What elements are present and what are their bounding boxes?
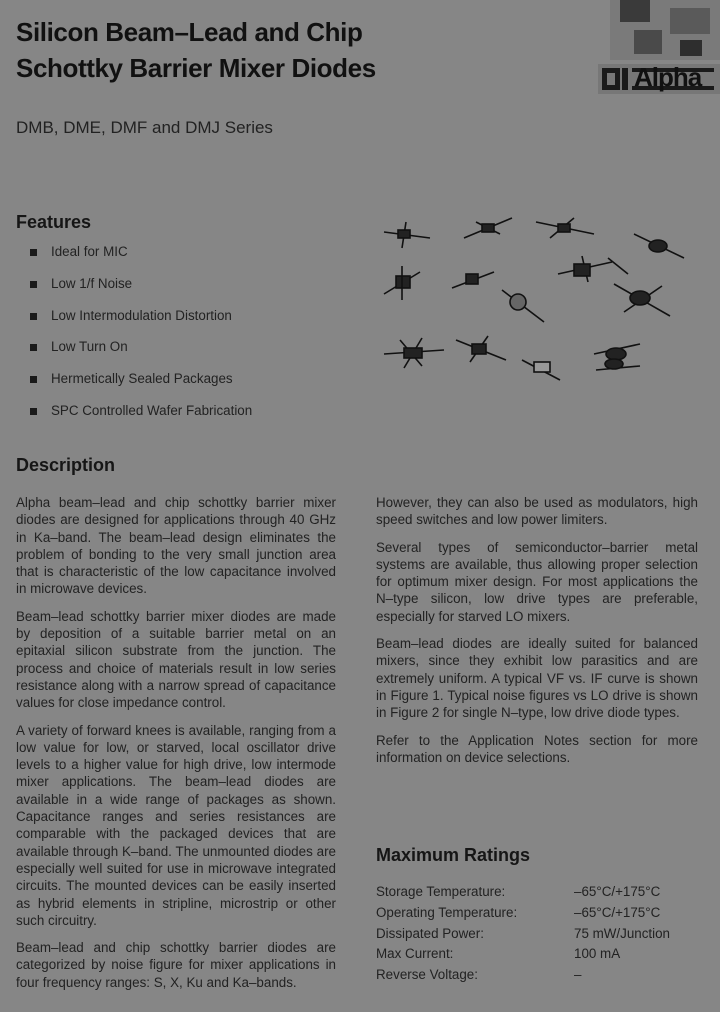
bullet-icon: [30, 313, 37, 320]
diode-packages-illustration: [378, 208, 700, 398]
ratings-row: Operating Temperature: –65°C/+175°C: [376, 904, 661, 920]
paragraph: A variety of forward knees is available, ranging from a low value for low, or starved, local oscillator drive levels to a higher value for high drive, low intermode mixer applications. The beam–lead diodes are available in a wide range of packages as shown. Capacitance ranges and series resistances are comparable with the packaged devices that are available through K–band. The unmounted diodes are especially well suited for use in microwave integrated circuits. The mounted devices can be easily inserted as hybrid elements in stripline, microstrip or other such circuitry.: [16, 722, 336, 928]
bullet-icon: [30, 249, 37, 256]
features-heading: Features: [16, 212, 92, 232]
ratings-row: Max Current: 100 mA: [376, 946, 621, 962]
title-line-1: Silicon Beam–Lead and Chip: [16, 17, 363, 47]
feature-item: Ideal for MIC: [30, 244, 252, 276]
paragraph: Beam–lead diodes are ideally suited for balanced mixers, since they exhibit low parasitics and are extremely uniform. A typical VF vs. IF curve is shown in Figure 1. Typical noise figures vs LO drive is shown in Figure 2 for single N–type, low drive diode types.: [376, 636, 698, 721]
bullet-icon: [30, 281, 37, 288]
ratings-table: [376, 884, 676, 988]
page-title: [16, 14, 376, 86]
feature-item: Low Turn On: [30, 339, 252, 371]
ratings-row: Dissipated Power: 75 mW/Junction: [376, 925, 671, 941]
feature-item: Low 1/f Noise: [30, 276, 252, 308]
features-list: [30, 244, 252, 435]
ratings-row: Storage Temperature: –65°C/+175°C: [376, 884, 661, 899]
description-right-column: [376, 494, 698, 776]
bullet-icon: [30, 408, 37, 415]
series-subtitle: DMB, DME, DMF and DMJ Series: [16, 118, 273, 137]
company-logo: [598, 60, 720, 96]
ratings-row: Reverse Voltage: –: [376, 967, 582, 983]
paragraph: However, they can also be used as modulators, high speed switches and low power limiters.: [376, 495, 698, 528]
paragraph: Beam–lead and chip schottky barrier diodes are categorized by noise figure for mixer applications in four frequency ranges: S, X, Ku and Ka–bands.: [16, 940, 336, 990]
corner-graphic: [610, 0, 720, 60]
feature-item: Low Intermodulation Distortion: [30, 308, 252, 340]
description-heading: Description: [16, 455, 116, 475]
title-line-2: Schottky Barrier Mixer Diodes: [16, 53, 376, 83]
paragraph: Beam–lead schottky barrier mixer diodes are made by deposition of a suitable barrier metal on an epitaxial silicon substrate from the junction. The process and choice of materials result in low series resistance along with a narrow spread of capacitance values for close impedance control.: [16, 608, 336, 711]
paragraph: Alpha beam–lead and chip schottky barrier mixer diodes are designed for applications through 40 GHz in Ka–band. The beam–lead design eliminates the problem of bonding to the very small junction area that is characteristic of the low capacitance involved in microwave devices.: [16, 495, 336, 597]
bullet-icon: [30, 344, 37, 351]
logo-text: Alpha: [634, 62, 702, 92]
feature-item: Hermetically Sealed Packages: [30, 371, 252, 403]
paragraph: Several types of semiconductor–barrier metal systems are available, thus allowing proper selection for optimum mixer design. For most applications the N–type silicon, low drive types are preferable, especially for starved LO mixers.: [376, 539, 698, 624]
description-left-column: [16, 494, 336, 1001]
paragraph: Refer to the Application Notes section for more information on device selections.: [376, 732, 698, 765]
ratings-heading: Maximum Ratings: [376, 845, 531, 865]
feature-item: SPC Controlled Wafer Fabrication: [30, 403, 252, 435]
bullet-icon: [30, 376, 37, 383]
